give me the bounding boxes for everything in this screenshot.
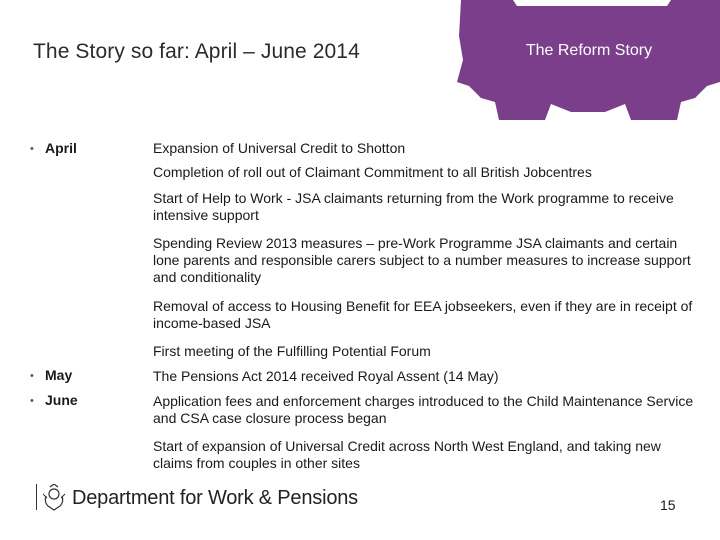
page-number: 15 [660,497,676,513]
list-item: Start of expansion of Universal Credit across North West England, and taking new claims from couples in other sites [153,438,661,471]
list-item: First meeting of the Fulfilling Potential Forum [153,343,431,359]
royal-crest-icon [40,484,68,512]
department-name: Department for Work & Pensions [72,487,358,509]
footer-divider [36,484,37,510]
page-title: The Story so far: April – June 2014 [33,40,360,63]
list-item: Completion of roll out of Claimant Commitment to all British Jobcentres [153,164,592,180]
list-item: The Pensions Act 2014 received Royal Assent (14 May) [153,368,499,384]
list-item: Application fees and enforcement charges introduced to the Child Maintenance Service and CSA case closure process began [153,393,694,426]
bullet-icon: • [30,395,34,407]
month-label: June [45,392,78,408]
bullet-icon: • [30,370,34,382]
month-label: April [45,140,77,156]
list-item: Spending Review 2013 measures – pre-Work Programme JSA claimants and certain lone parents and responsible carers subject to a number measures to increase support and conditionality [153,235,691,285]
section-tag: The Reform Story [525,42,653,59]
bullet-icon: • [30,143,34,155]
month-label: May [45,367,73,383]
list-item: Start of Help to Work - JSA claimants returning from the Work programme to receive intensive support [153,190,674,223]
list-item: Removal of access to Housing Benefit for EEA jobseekers, even if they are in receipt of income-based JSA [153,298,693,331]
list-item: Expansion of Universal Credit to Shotton [153,140,406,156]
gear-icon [455,0,720,120]
